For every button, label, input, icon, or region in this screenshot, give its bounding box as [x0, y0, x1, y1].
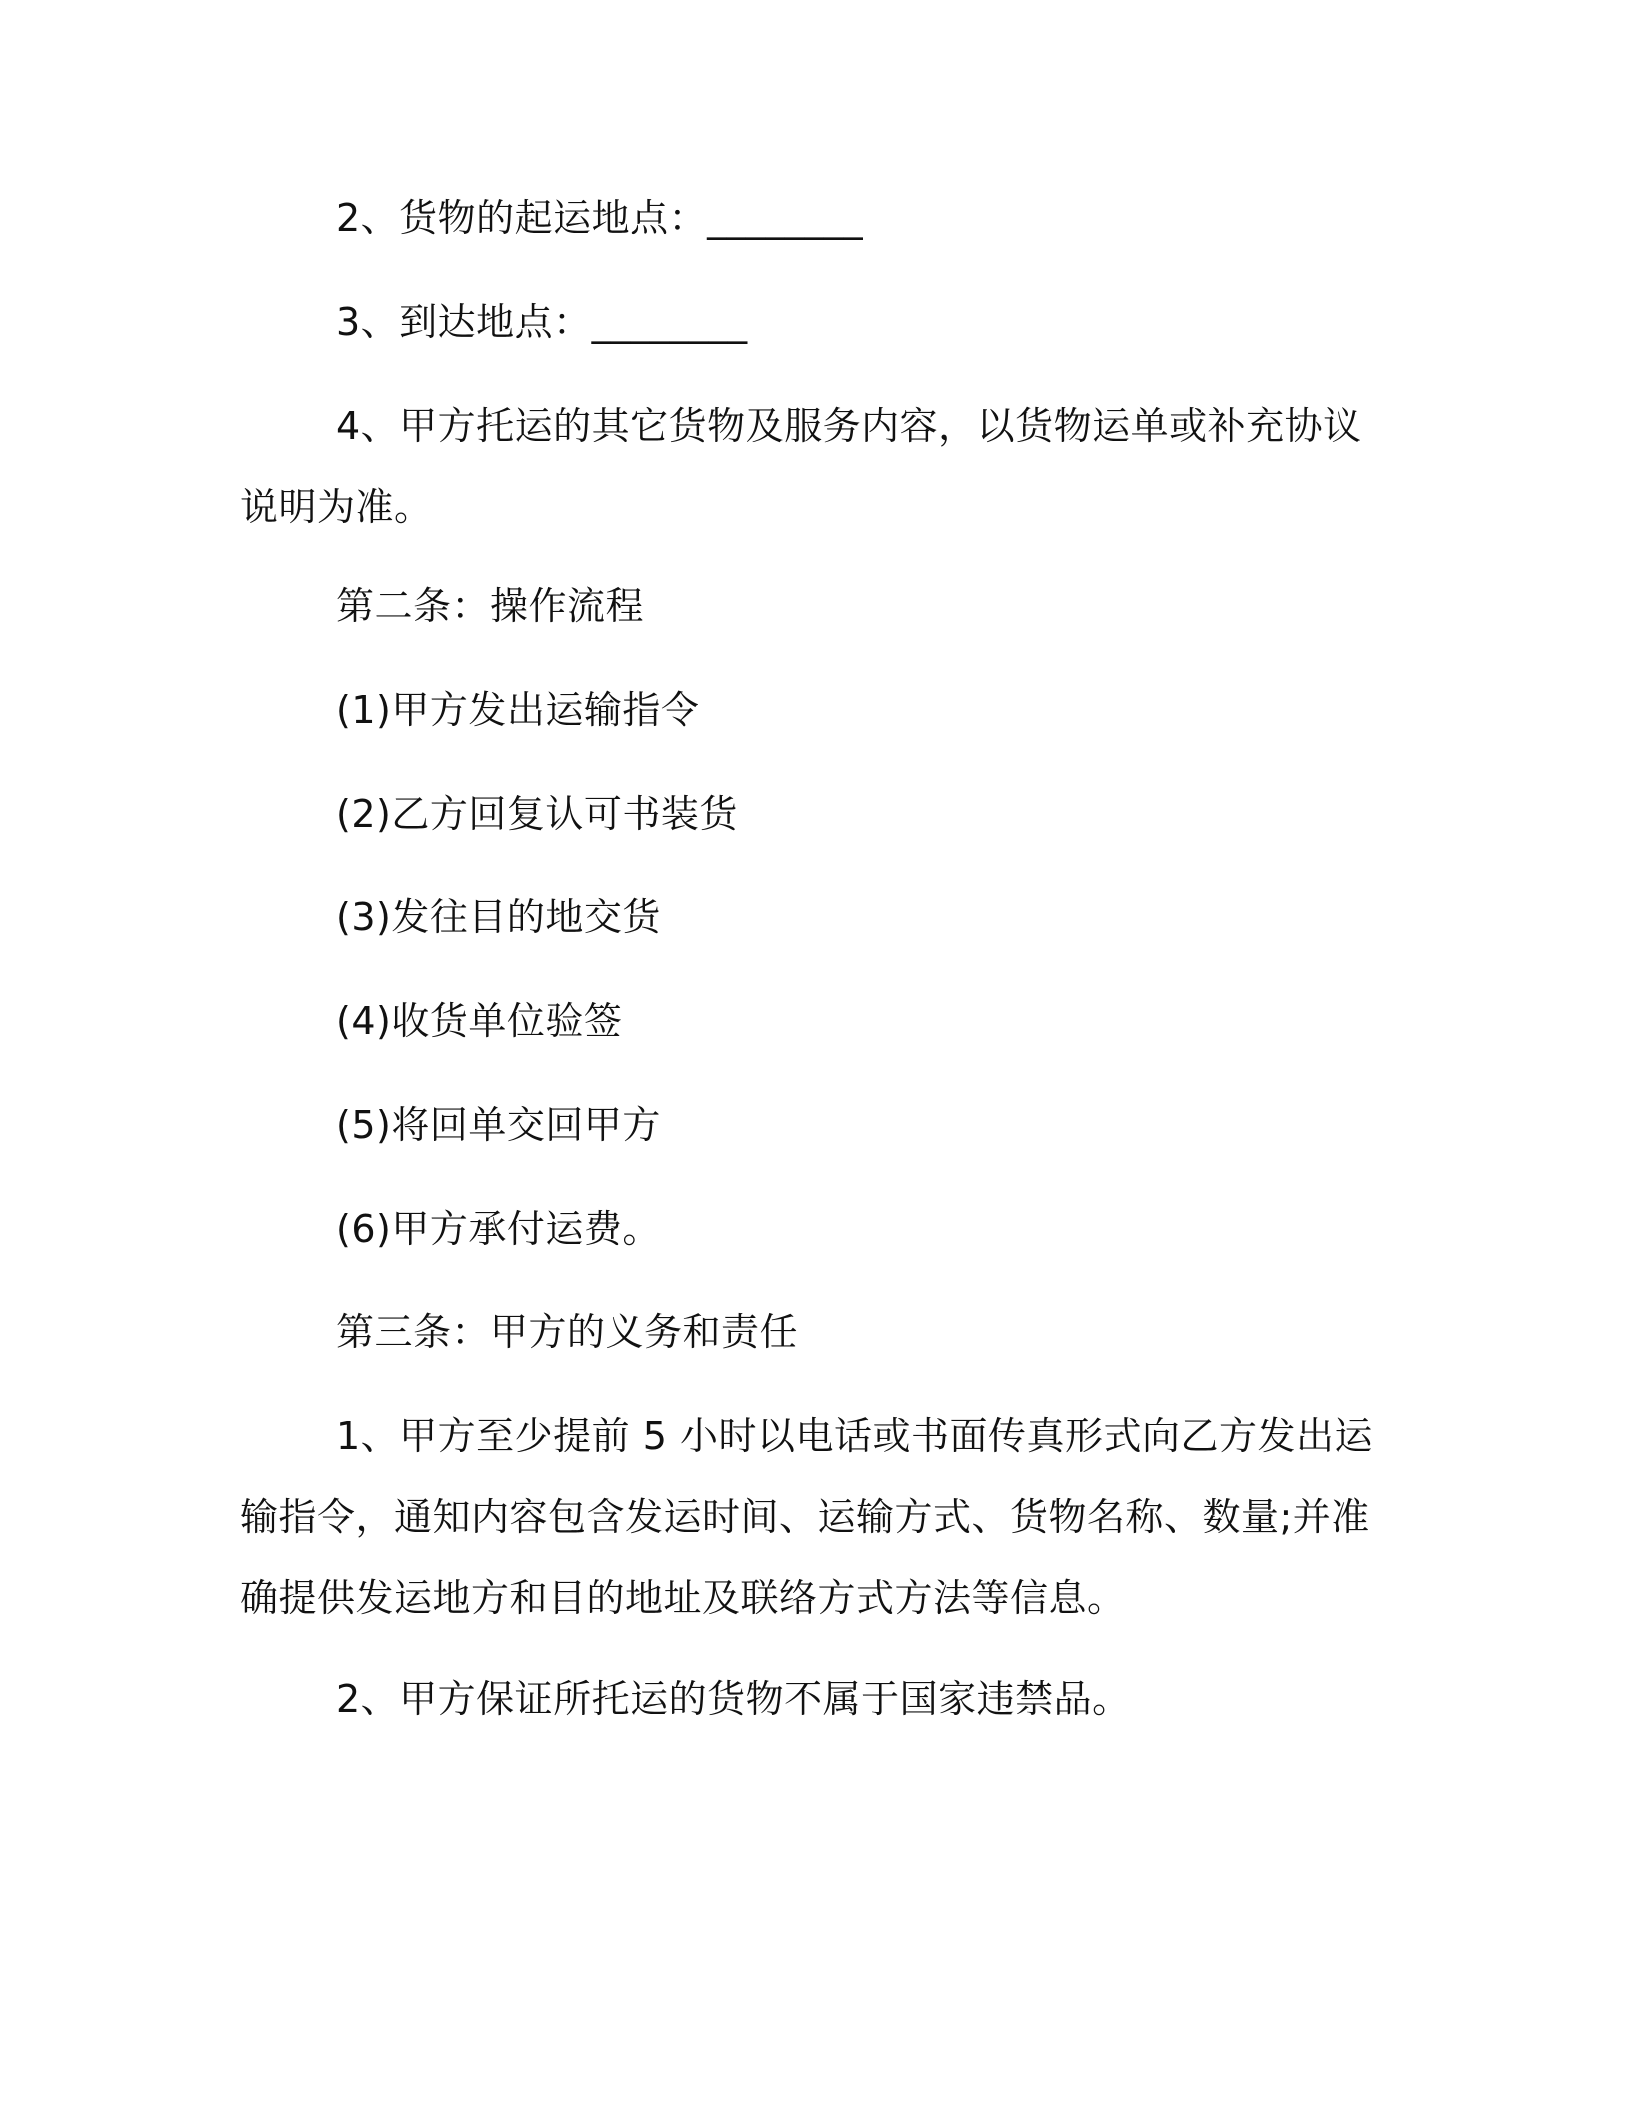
- article-2-heading: 第二条：操作流程: [336, 584, 645, 628]
- process-step-6: (6)甲方承付运费。: [336, 1207, 661, 1251]
- process-step-3: (3)发往目的地交货: [336, 895, 661, 939]
- clause-origin-location: 2、货物的起运地点：________: [336, 196, 864, 240]
- obligation-1: 1、甲方至少提前 5 小时以电话或书面传真形式向乙方发出运输指令，通知内容包含发运时间、运输方式、货物名称、数量;并准确提供发运地方和目的地址及联络方式方法等信息。: [240, 1414, 1374, 1620]
- process-step-1: (1)甲方发出运输指令: [336, 688, 700, 732]
- clause-other-goods: 4、甲方托运的其它货物及服务内容，以货物运单或补充协议说明为准。: [240, 404, 1362, 529]
- process-step-4: (4)收货单位验签: [336, 999, 623, 1043]
- process-step-5: (5)将回单交回甲方: [336, 1103, 661, 1147]
- article-3-heading: 第三条：甲方的义务和责任: [336, 1310, 799, 1354]
- obligation-2: 2、甲方保证所托运的货物不属于国家违禁品。: [336, 1677, 1131, 1721]
- process-step-2: (2)乙方回复认可书装货: [336, 792, 738, 836]
- clause-destination: 3、到达地点：________: [336, 300, 748, 344]
